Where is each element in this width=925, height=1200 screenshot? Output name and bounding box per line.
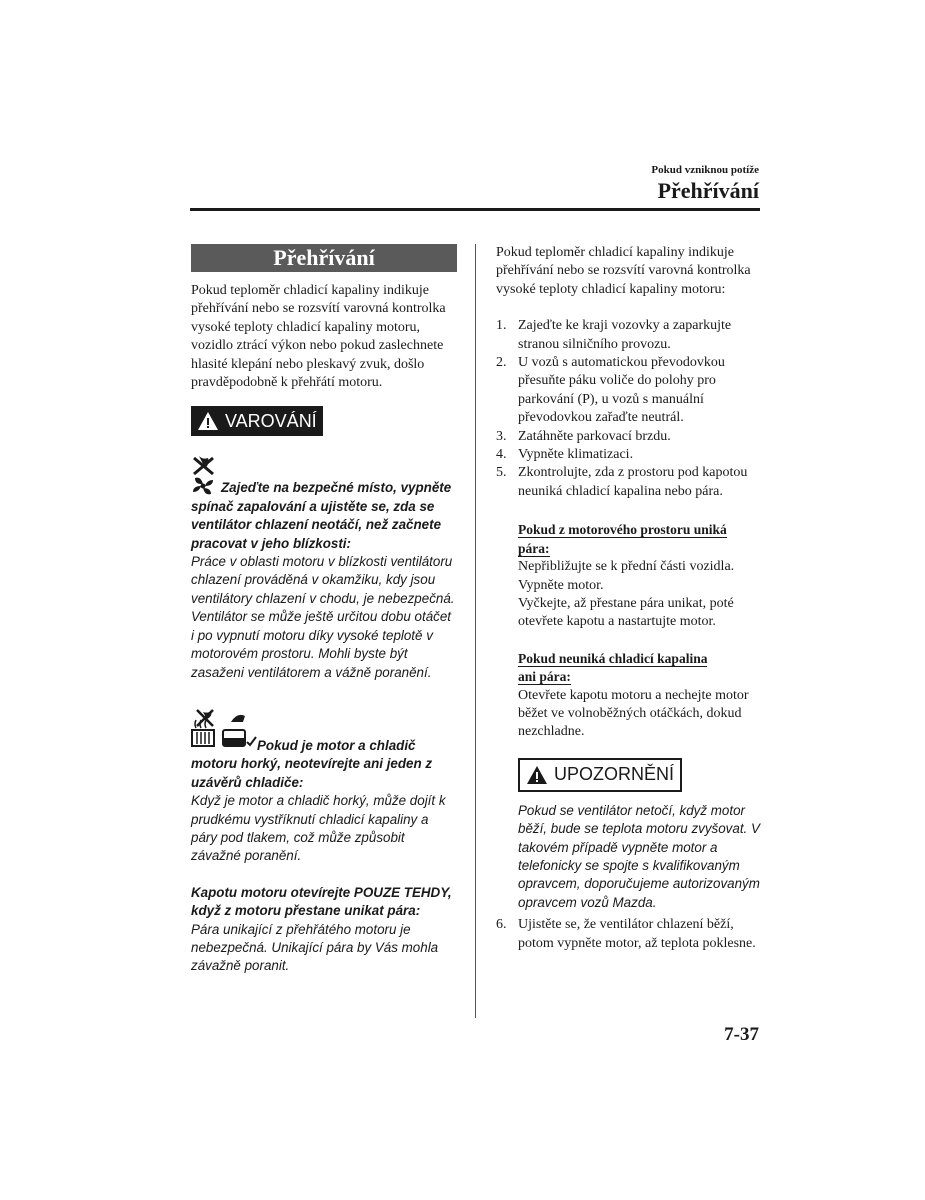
- no-steam-subheading: Pokud neuniká chladicí kapalina ani pára:: [518, 650, 708, 685]
- no-steam-text: Otevřete kapotu motoru a nechejte motor běžet ve volnoběžných otáčkách, dokud nezchladne.: [518, 687, 749, 740]
- warning-2-text: Když je motor a chladič horký, může dojít k prudkému vystříknutí chladicí kapaliny a páry pod tlakem, což může způsobit závažné poranění.: [191, 793, 446, 864]
- right-intro: Pokud teploměr chladicí kapaliny indikuje přehřívání nebo se rozsvítí varovná kontrolka vysoké teploty chladicí kapaliny motoru:: [496, 245, 751, 297]
- steam-text-1: Nepřibližujte se k přední části vozidla. Vypněte motor.: [518, 559, 735, 593]
- caution-triangle-icon: [526, 765, 548, 785]
- chapter-header: Pokud vzniknou potíže: [651, 164, 759, 176]
- caution-block: [518, 758, 760, 792]
- list-item: 5. Zkontrolujte, zda z prostoru pod kapotou neuniká chladicí kapalina nebo pára.: [496, 465, 748, 499]
- steps-list-continued: [496, 916, 760, 953]
- caution-text: Pokud se ventilátor netočí, když motor běží, bude se teplota motoru zvyšovat. V takovém případě vypněte motor a telefonicky se spojte s kvalifikovaným opravcem, doporučujeme autorizovaným opravcem vozů Mazda.: [518, 802, 760, 910]
- right-column: [496, 244, 760, 953]
- section-title: Přehřívání: [191, 244, 457, 272]
- list-item: 2. U vozů s automatickou převodovkou přesuňte páku voliče do polohy pro parkování (P), u vozů s manuální převodovkou zařaďte neutrál.: [496, 355, 725, 426]
- hot-radiator-cap-icon: [191, 708, 257, 748]
- warning-1-heading: Zajeďte na bezpečné místo, vypněte spínač zapalování a ujistěte se, zda se ventilátor chlazení neotáčí, než začnete pracovat v jeho blízkosti:: [191, 480, 452, 551]
- warning-2-heading: Pokud je motor a chladič motoru horký, neotevírejte ani jeden z uzávěrů chladiče:: [191, 737, 433, 790]
- steam-subheading: Pokud z motorového prostoru uniká pára:: [518, 522, 727, 556]
- column-divider: [475, 244, 476, 1018]
- no-hand-fan-icon: [191, 454, 219, 496]
- steps-list: [496, 317, 760, 501]
- warning-block: [191, 406, 457, 436]
- warning-label: [191, 406, 323, 436]
- page-title: Přehřívání: [657, 178, 759, 203]
- header-rule: [190, 208, 760, 211]
- warning-3-text: Pára unikající z přehřátého motoru je nebezpečná. Unikající pára by Vás mohla závažně poranit.: [191, 921, 439, 974]
- list-item: 3. Zatáhněte parkovací brzdu.: [496, 428, 671, 444]
- warning-3-heading: Kapotu motoru otevírejte POUZE TEHDY, když z motoru přestane unikat pára:: [191, 884, 452, 919]
- warning-label-text: VAROVÁNÍ: [225, 410, 317, 431]
- left-column: [191, 244, 457, 976]
- warning-triangle-icon: [197, 411, 219, 431]
- warning-1-text: Práce v oblasti motoru v blízkosti ventilátoru chlazení prováděná v okamžiku, kdy jsou ventilátory chlazení v chodu, je nebezpečná. Ventilátor se může ještě určitou dobu otáčet i po vypnutí motoru díky vysoké teplotě v motorovém prostoru. Mohli byste být zasaženi ventilátorem a vážně poranění.: [191, 554, 455, 680]
- list-item: 4. Vypněte klimatizaci.: [496, 447, 634, 463]
- steam-text-2: Vyčkejte, až přestane pára unikat, poté otevřete kapotu a nastartujte motor.: [518, 595, 734, 630]
- caution-label: [518, 758, 682, 792]
- intro-paragraph: Pokud teploměr chladicí kapaliny indikuje přehřívání nebo se rozsvítí varovná kontrolka vysoké teploty chladicí kapaliny motoru, vozidlo ztrácí výkon nebo pokud zaslechnete hlasité klepání nebo pleskavý zvuk, došlo pravděpodobně k přehřátí motoru.: [191, 283, 446, 391]
- page-number: 7-37: [724, 1024, 759, 1045]
- list-item: 6. Ujistěte se, že ventilátor chlazení běží, potom vypněte motor, až teplota poklesne.: [496, 917, 756, 951]
- caution-label-text: UPOZORNĚNÍ: [554, 764, 675, 785]
- list-item: 1. Zajeďte ke kraji vozovky a zaparkujte stranou silničního provozu.: [496, 318, 732, 352]
